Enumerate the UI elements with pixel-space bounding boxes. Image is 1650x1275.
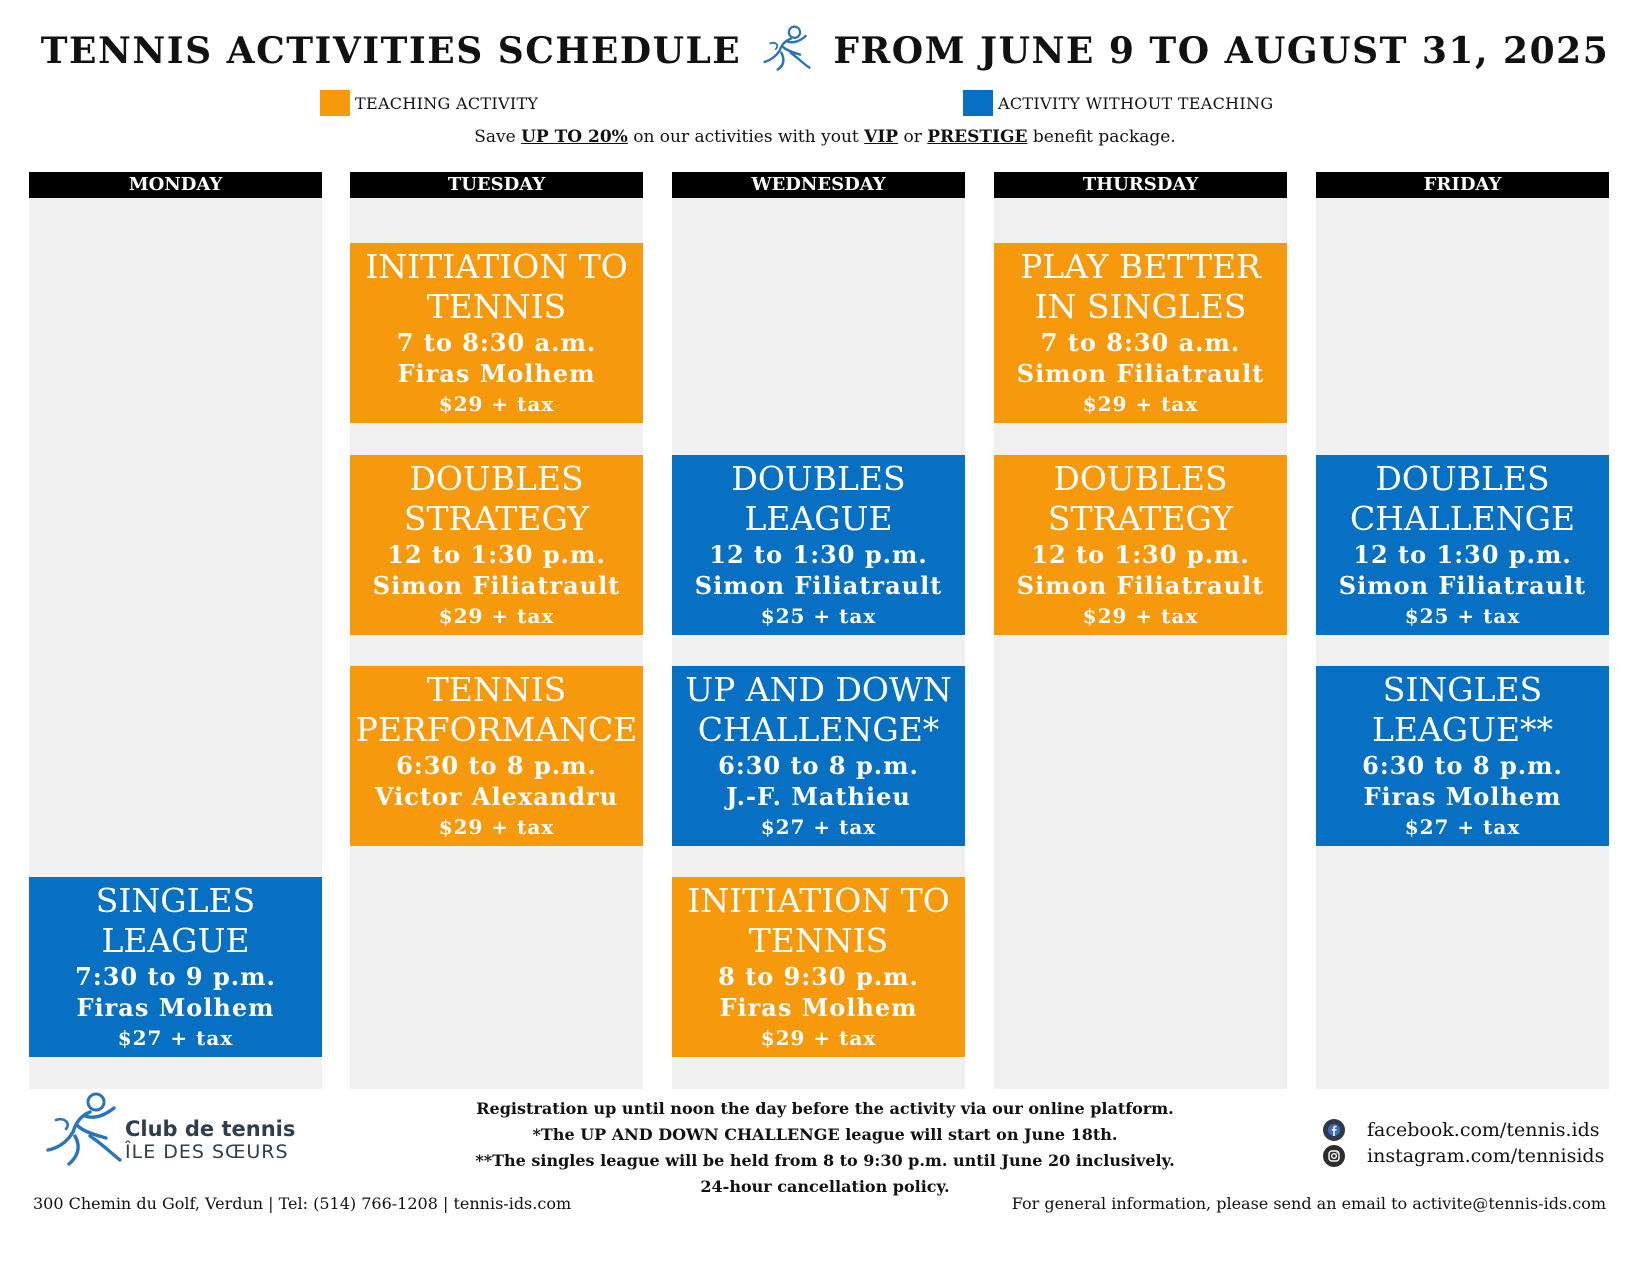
activity-title: TENNIS PERFORMANCE	[355, 670, 638, 749]
instagram-link[interactable]	[1323, 1144, 1604, 1168]
activity-instructor: Firas Molhem	[719, 993, 918, 1022]
activity-instructor: Firas Molhem	[76, 993, 275, 1022]
day-header-wednesday: WEDNESDAY	[672, 172, 965, 198]
activity-price: $27 + tax	[1404, 815, 1521, 839]
activity-title: INITIATION TO TENNIS	[687, 881, 950, 960]
activity-price: $29 + tax	[1082, 604, 1199, 628]
column-friday	[1316, 172, 1609, 1089]
teaching-swatch	[320, 90, 350, 116]
activity-time: 7 to 8:30 a.m.	[396, 328, 597, 357]
instagram-icon	[1323, 1145, 1345, 1167]
promo-part: or	[898, 127, 928, 147]
activity-card[interactable]	[672, 455, 965, 635]
promo-part: on our activities with yout	[627, 127, 865, 147]
non-teaching-swatch	[963, 90, 993, 116]
promo-text	[0, 127, 1650, 147]
day-header-tuesday: TUESDAY	[350, 172, 643, 198]
column-monday	[29, 172, 322, 1089]
activity-title: DOUBLES STRATEGY	[1047, 459, 1234, 538]
activity-price: $29 + tax	[438, 392, 555, 416]
day-header-friday: FRIDAY	[1316, 172, 1609, 198]
activity-price: $29 + tax	[438, 815, 555, 839]
activity-time: 6:30 to 8 p.m.	[396, 751, 597, 780]
promo-part: Save	[474, 127, 522, 147]
activity-card[interactable]	[1316, 455, 1609, 635]
activity-card[interactable]	[350, 243, 643, 423]
activity-instructor: Simon Filiatrault	[694, 571, 943, 600]
club-logo[interactable]	[30, 1090, 300, 1170]
notes	[400, 1096, 1250, 1200]
footer-address: 300 Chemin du Golf, Verdun | Tel: (514) 766-1208 | tennis-ids.com	[33, 1194, 572, 1213]
activity-price: $29 + tax	[760, 1026, 877, 1050]
day-header-monday: MONDAY	[29, 172, 322, 198]
day-header-thursday: THURSDAY	[994, 172, 1287, 198]
activity-instructor: Simon Filiatrault	[1338, 571, 1587, 600]
activity-time: 12 to 1:30 p.m.	[387, 540, 606, 569]
activity-price: $27 + tax	[117, 1026, 234, 1050]
promo-prestige: PRESTIGE	[927, 127, 1028, 147]
tennis-runner-icon	[759, 24, 815, 74]
activity-title: SINGLES LEAGUE	[95, 881, 256, 960]
activity-price: $29 + tax	[1082, 392, 1199, 416]
promo-vip: VIP	[864, 127, 899, 147]
activity-card[interactable]	[29, 877, 322, 1057]
activity-instructor: Firas Molhem	[397, 359, 596, 388]
activity-time: 12 to 1:30 p.m.	[1031, 540, 1250, 569]
facebook-url: facebook.com/tennis.ids	[1367, 1119, 1600, 1141]
note-cancellation: 24-hour cancellation policy.	[700, 1177, 950, 1196]
activity-price: $25 + tax	[1404, 604, 1521, 628]
facebook-icon	[1323, 1119, 1345, 1141]
activity-title: DOUBLES LEAGUE	[731, 459, 906, 538]
activity-instructor: Victor Alexandru	[374, 782, 619, 811]
facebook-link[interactable]	[1323, 1118, 1600, 1142]
column-tuesday	[350, 172, 643, 1089]
note-up-down: *The UP AND DOWN CHALLENGE league will start on June 18th.	[532, 1125, 1118, 1144]
legend-non-teaching	[963, 90, 1273, 116]
activity-price: $25 + tax	[760, 604, 877, 628]
activity-time: 6:30 to 8 p.m.	[1362, 751, 1563, 780]
title-right: FROM JUNE 9 TO AUGUST 31, 2025	[833, 30, 1610, 72]
note-registration: Registration up until noon the day before the activity via our online platform.	[476, 1099, 1174, 1118]
logo-line2: ÎLE DES SŒURS	[125, 1141, 289, 1163]
activity-instructor: Simon Filiatrault	[1016, 571, 1265, 600]
instagram-url: instagram.com/tennisids	[1367, 1145, 1605, 1167]
activity-title: INITIATION TO TENNIS	[365, 247, 628, 326]
activity-card[interactable]	[994, 243, 1287, 423]
activity-title: SINGLES LEAGUE**	[1371, 670, 1554, 749]
promo-part: benefit package.	[1027, 127, 1176, 147]
tennis-runner-icon	[40, 1090, 128, 1170]
activity-instructor: J.-F. Mathieu	[726, 782, 911, 811]
activity-time: 6:30 to 8 p.m.	[718, 751, 919, 780]
activity-title: DOUBLES CHALLENGE	[1349, 459, 1576, 538]
promo-discount: UP TO 20%	[521, 127, 628, 147]
activity-title: UP AND DOWN CHALLENGE*	[685, 670, 952, 749]
footer-contact: For general information, please send an email to activite@tennis-ids.com	[1011, 1194, 1606, 1213]
activity-price: $27 + tax	[760, 815, 877, 839]
activity-card[interactable]	[350, 666, 643, 846]
activity-time: 8 to 9:30 p.m.	[718, 962, 919, 991]
activity-instructor: Simon Filiatrault	[372, 571, 621, 600]
activity-time: 12 to 1:30 p.m.	[709, 540, 928, 569]
activity-card[interactable]	[350, 455, 643, 635]
activity-time: 12 to 1:30 p.m.	[1353, 540, 1572, 569]
activity-card[interactable]	[672, 877, 965, 1057]
page-title	[0, 30, 1650, 74]
legend-non-teaching-label: ACTIVITY WITHOUT TEACHING	[998, 93, 1274, 113]
activity-card[interactable]	[1316, 666, 1609, 846]
activity-card[interactable]	[994, 455, 1287, 635]
activity-instructor: Simon Filiatrault	[1016, 359, 1265, 388]
activity-title: PLAY BETTER IN SINGLES	[1020, 247, 1261, 326]
legend-teaching-label: TEACHING ACTIVITY	[355, 93, 539, 113]
activity-time: 7 to 8:30 a.m.	[1040, 328, 1241, 357]
activity-time: 7:30 to 9 p.m.	[75, 962, 276, 991]
logo-wordmark	[125, 1117, 295, 1163]
title-left: TENNIS ACTIVITIES SCHEDULE	[40, 30, 742, 72]
activity-card[interactable]	[672, 666, 965, 846]
column-wednesday	[672, 172, 965, 1089]
column-thursday	[994, 172, 1287, 1089]
legend-teaching	[320, 90, 538, 116]
activity-instructor: Firas Molhem	[1363, 782, 1562, 811]
note-singles-league: **The singles league will be held from 8 to 9:30 p.m. until June 20 inclusively.	[475, 1151, 1175, 1170]
logo-line1: Club de tennis	[125, 1117, 296, 1141]
activity-title: DOUBLES STRATEGY	[403, 459, 590, 538]
activity-price: $29 + tax	[438, 604, 555, 628]
